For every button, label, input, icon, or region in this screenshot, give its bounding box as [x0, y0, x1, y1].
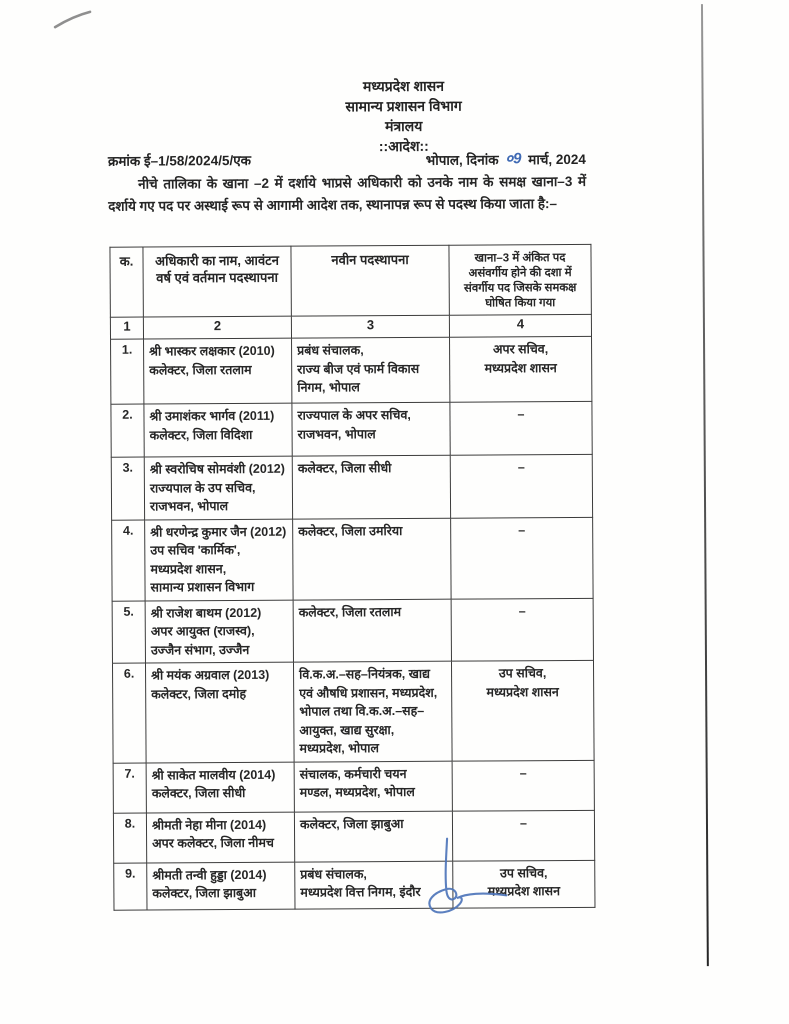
paper-edge [701, 4, 709, 966]
posting-cell: कलेक्टर, जिला उमरिया [293, 518, 451, 600]
table-row [111, 454, 592, 519]
officer-cell: श्री राजेश बाथम (2012) अपर आयुक्त (राजस्व), उज्जैन संभाग, उज्जैन [145, 600, 293, 663]
col-header-equivalent: खाना–3 में अंकित पद असंवर्गीय होने की दशा में संवर्गीय पद जिसके समकक्ष घोषित किया गया [449, 244, 591, 315]
equivalent-cell: – [452, 760, 594, 811]
serial-cell: 1. [111, 339, 144, 404]
col-header-officer: अधिकारी का नाम, आवंटन वर्ष एवं वर्तमान पदस्थापना [143, 246, 291, 317]
posting-cell: संचालक, कर्मचारी चयन मण्डल, मध्यप्रदेश, भोपाल [294, 761, 452, 812]
reference-number: क्रमांक ई–1/58/2024/5/एक [107, 152, 252, 169]
table-row [112, 598, 593, 663]
posting-cell: कलेक्टर, जिला झाबुआ [294, 811, 452, 862]
serial-cell: 8. [113, 813, 146, 863]
table-header-row [110, 244, 591, 317]
letterhead [107, 74, 699, 158]
equivalent-cell: – [450, 454, 592, 517]
col-number-1: 1 [110, 317, 143, 339]
equivalent-cell: – [451, 598, 593, 661]
posting-order-table [109, 244, 595, 910]
equivalent-cell: अपर सचिव, मध्यप्रदेश शासन [450, 336, 592, 402]
serial-cell: 7. [113, 763, 146, 813]
government-name: मध्यप्रदेश शासन [362, 77, 444, 95]
equivalent-cell: उप सचिव, मध्यप्रदेश शासन [451, 660, 594, 760]
posting-cell: कलेक्टर, जिला सीधी [292, 455, 450, 518]
col-number-2: 2 [143, 316, 291, 339]
signature-icon [402, 832, 528, 933]
serial-cell: 2. [111, 404, 144, 457]
officer-cell: श्री मयंक अग्रवाल (2013) कलेक्टर, जिला दमोह [145, 662, 294, 762]
table-row [112, 517, 593, 601]
table-row [113, 760, 594, 813]
equivalent-cell: – [452, 810, 594, 861]
col-number-3: 3 [291, 315, 449, 338]
column-number-row [110, 314, 591, 339]
posting-cell: प्रबंध संचालक, मध्यप्रदेश वित्त निगम, इंदौर [295, 861, 453, 909]
posting-cell: वि.क.अ.–सह–नियंत्रक, खाद्य एवं औषधि प्रशासन, मध्यप्रदेश, भोपाल तथा वि.क.अ.–सह– आयुक्त, खाद्य सुरक्षा, मध्यप्रदेश, भोपाल [293, 661, 452, 761]
date-suffix: मार्च, 2024 [528, 151, 586, 168]
serial-cell: 9. [114, 863, 147, 910]
handwritten-date: ०9 [505, 150, 522, 168]
serial-cell: 4. [112, 520, 145, 601]
officer-cell: श्री भास्कर लक्षकार (2010) कलेक्टर, जिला रतलाम [144, 338, 292, 404]
place-and-date [426, 149, 586, 170]
equivalent-cell: उप सचिव, मध्यप्रदेश शासन [453, 860, 595, 908]
equivalent-cell: – [451, 517, 593, 599]
department-name: सामान्य प्रशासन विभाग [345, 97, 462, 115]
serial-cell: 6. [112, 663, 146, 763]
col-header-new-posting: नवीन पदस्थापना [291, 245, 449, 316]
officer-cell: श्री धरणेन्द्र कुमार जैन (2012) उप सचिव 'कार्मिक', मध्यप्रदेश शासन, सामान्य प्रशासन विभाग [145, 519, 293, 601]
officer-cell: श्री उमाशंकर भार्गव (2011) कलेक्टर, जिला विदिशा [144, 403, 292, 457]
ministry-line: मंत्रालय [384, 117, 423, 135]
posting-cell: प्रबंध संचालक, राज्य बीज एवं फार्म विकास निगम, भोपाल [292, 337, 450, 403]
table-row [111, 336, 592, 404]
officer-cell: श्री साकेत मालवीय (2014) कलेक्टर, जिला सीधी [146, 762, 294, 813]
officer-cell: श्रीमती तन्वी हुड्डा (2014) कलेक्टर, जिला झाबुआ [147, 862, 295, 910]
pen-stroke-icon [47, 6, 97, 36]
officer-cell: श्री स्वरोचिष सोमवंशी (2012) राज्यपाल के उप सचिव, राजभवन, भोपाल [144, 456, 292, 519]
officer-cell: श्रीमती नेहा मीना (2014) अपर कलेक्टर, जिला नीमच [146, 812, 294, 863]
table-row [112, 660, 594, 762]
posting-cell: राज्यपाल के अपर सचिव, राजभवन, भोपाल [292, 402, 450, 456]
order-body-paragraph: नीचे तालिका के खाना –2 में दर्शाये भाप्रसे अधिकारी को उनके नाम के समक्ष खाना–3 में दर्शाये गए पद पर अस्थाई रूप से आगामी आदेश तक, स्थानापन्न रूप से पदस्थ किया जाता है:– [108, 173, 587, 214]
posting-cell: कलेक्टर, जिला रतलाम [293, 599, 451, 662]
reference-line [108, 149, 586, 172]
table-row [111, 401, 592, 457]
col-header-serial: क. [110, 247, 143, 317]
serial-cell: 5. [112, 601, 145, 664]
equivalent-cell: – [450, 401, 592, 455]
order-title: ::आदेश:: [378, 137, 429, 155]
serial-cell: 3. [111, 457, 144, 520]
col-number-4: 4 [449, 314, 591, 337]
place-date-prefix: भोपाल, दिनांक [425, 152, 499, 168]
